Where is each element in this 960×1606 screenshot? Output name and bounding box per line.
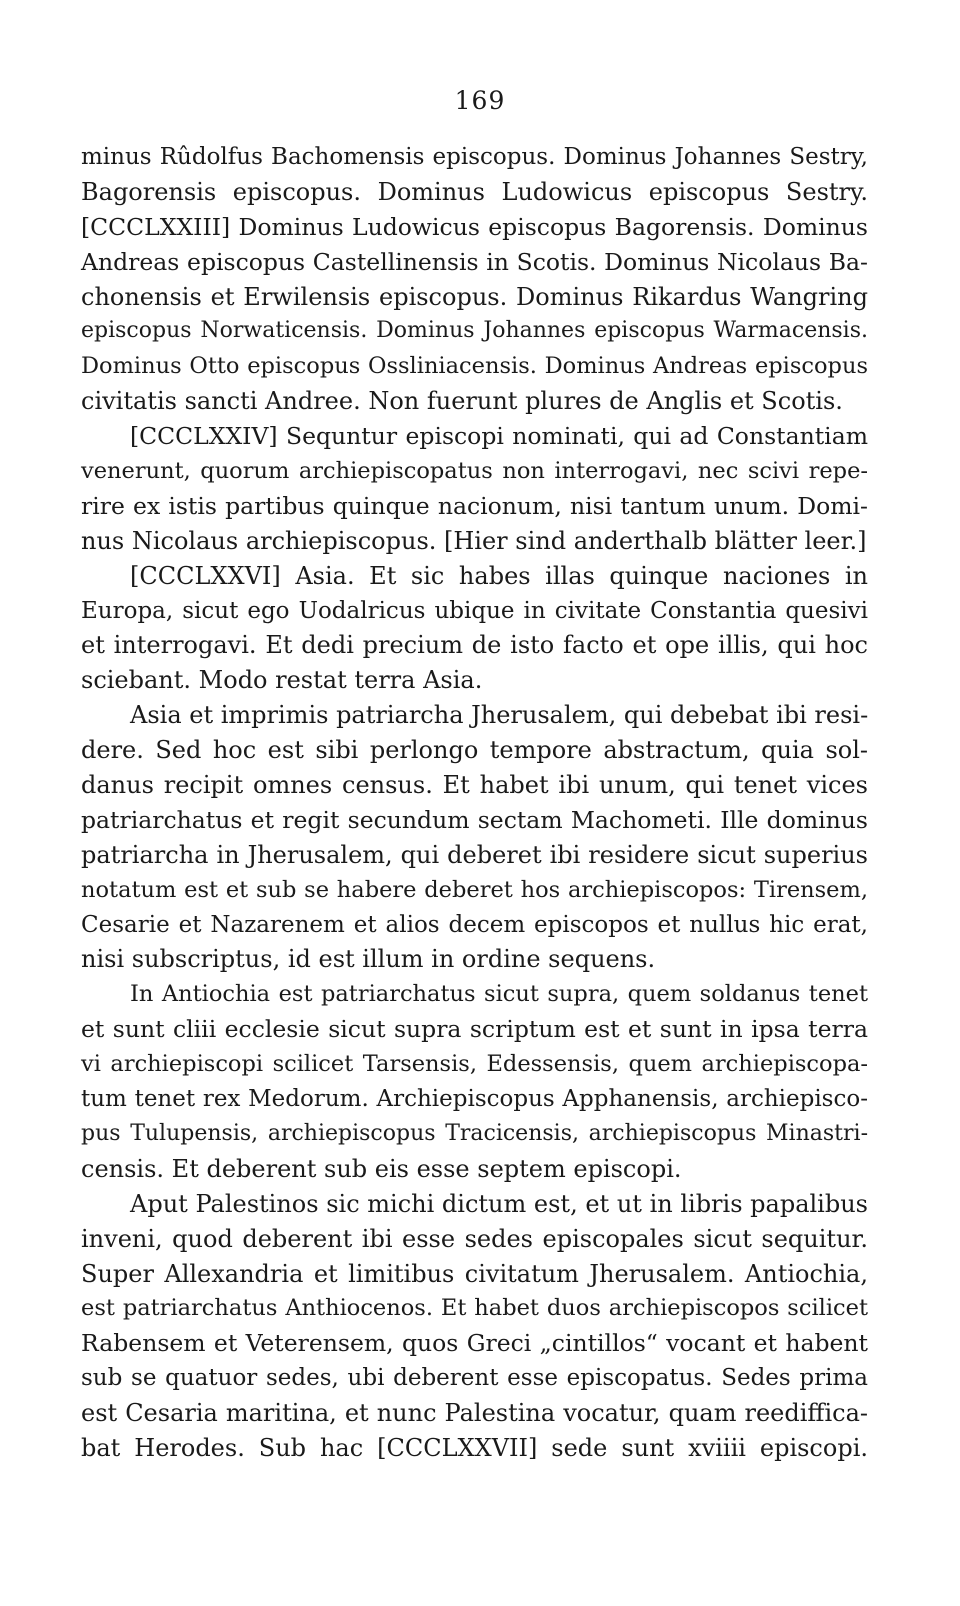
text-line: chonensis et Erwilensis episcopus. Dominus Rikardus Wangring bbox=[81, 282, 868, 311]
text-line: Asia et imprimis patriarcha Jherusalem, qui debebat ibi resi- bbox=[130, 701, 869, 730]
text-line: In Antiochia est patriarchatus sicut supra, quem soldanus tenet bbox=[130, 981, 868, 1008]
text-line: episcopus Norwaticensis. Dominus Johannes episcopus Warmacensis. bbox=[81, 318, 868, 344]
text-line: vi archiepiscopi scilicet Tarsensis, Edessensis, quem archiepiscopa- bbox=[81, 1051, 868, 1078]
text-line: pus Tulupensis, archiepiscopus Tracicensis, archiepiscopus Minastri- bbox=[81, 1120, 868, 1146]
text-line: inveni, quod deberent ibi esse sedes episcopales sicut sequitur. bbox=[81, 1224, 868, 1253]
body-text bbox=[81, 140, 868, 1466]
text-line: Rabensem et Veterensem, quos Greci „cintillos“ vocant et habent bbox=[81, 1329, 868, 1358]
text-line: [CCCLXXIV] Sequntur episcopi nominati, qui ad Constantiam bbox=[130, 422, 868, 451]
text-line: patriarcha in Jherusalem, qui deberet ibi residere sicut superius bbox=[81, 840, 868, 869]
text-line: minus Rûdolfus Bachomensis episcopus. Dominus Johannes Sestry, bbox=[81, 144, 868, 170]
text-line: tum tenet rex Medorum. Archiepiscopus Apphanensis, archiepisco- bbox=[81, 1086, 868, 1113]
text-line: Andreas episcopus Castellinensis in Scotis. Dominus Nicolaus Ba- bbox=[81, 247, 868, 276]
text-line: Dominus Otto episcopus Ossliniacensis. Dominus Andreas episcopus bbox=[81, 353, 868, 380]
page-number: 169 bbox=[454, 86, 506, 115]
text-line: bat Herodes. Sub hac [CCCLXXVII] sede sunt xviiii episcopi. bbox=[81, 1433, 868, 1462]
text-line: et interrogavi. Et dedi precium de isto facto et ope illis, qui hoc bbox=[81, 631, 868, 660]
text-line: et sunt cliii ecclesie sicut supra scriptum est et sunt in ipsa terra bbox=[81, 1015, 868, 1044]
text-line: est Cesaria maritina, et nunc Palestina vocatur, quam reediffica- bbox=[81, 1399, 868, 1428]
text-line: civitatis sancti Andree. Non fuerunt plures de Anglis et Scotis. bbox=[81, 387, 843, 416]
text-line: patriarchatus et regit secundum sectam Machometi. Ille dominus bbox=[81, 805, 868, 834]
text-line: rire ex istis partibus quinque nacionum, nisi tantum unum. Domi- bbox=[81, 491, 868, 520]
text-line: Europa, sicut ego Uodalricus ubique in civitate Constantia quesivi bbox=[81, 597, 868, 624]
text-line: venerunt, quorum archiepiscopatus non interrogavi, nec scivi repe- bbox=[81, 458, 868, 485]
text-line: Aput Palestinos sic michi dictum est, et ut in libris papalibus bbox=[130, 1189, 868, 1218]
text-line: censis. Et deberent sub eis esse septem episcopi. bbox=[81, 1154, 682, 1183]
text-line: [CCCLXXVI] Asia. Et sic habes illas quinque naciones in bbox=[130, 561, 868, 590]
text-line: notatum est et sub se habere deberet hos archiepiscopos: Tirensem, bbox=[81, 876, 868, 903]
text-line: nisi subscriptus, id est illum in ordine sequens. bbox=[81, 945, 656, 974]
text-line: Cesarie et Nazarenem et alios decem episcopos et nullus hic erat, bbox=[81, 911, 868, 938]
text-line: dere. Sed hoc est sibi perlongo tempore abstractum, quia sol- bbox=[81, 736, 868, 765]
text-line: sciebant. Modo restat terra Asia. bbox=[81, 666, 483, 695]
text-line: danus recipit omnes census. Et habet ibi unum, qui tenet vices bbox=[81, 771, 868, 800]
text-line: est patriarchatus Anthiocenos. Et habet duos archiepiscopos scilicet bbox=[81, 1295, 868, 1322]
text-line: Super Allexandria et limitibus civitatum Jherusalem. Antiochia, bbox=[81, 1259, 868, 1288]
text-line: Bagorensis episcopus. Dominus Ludowicus episcopus Sestry. bbox=[81, 177, 868, 206]
text-line: [CCCLXXIII] Dominus Ludowicus episcopus Bagorensis. Dominus bbox=[81, 212, 868, 241]
text-line: sub se quatuor sedes, ubi deberent esse episcopatus. Sedes prima bbox=[81, 1365, 868, 1392]
text-line: nus Nicolaus archiepiscopus. [Hier sind anderthalb blätter leer.] bbox=[81, 526, 867, 555]
